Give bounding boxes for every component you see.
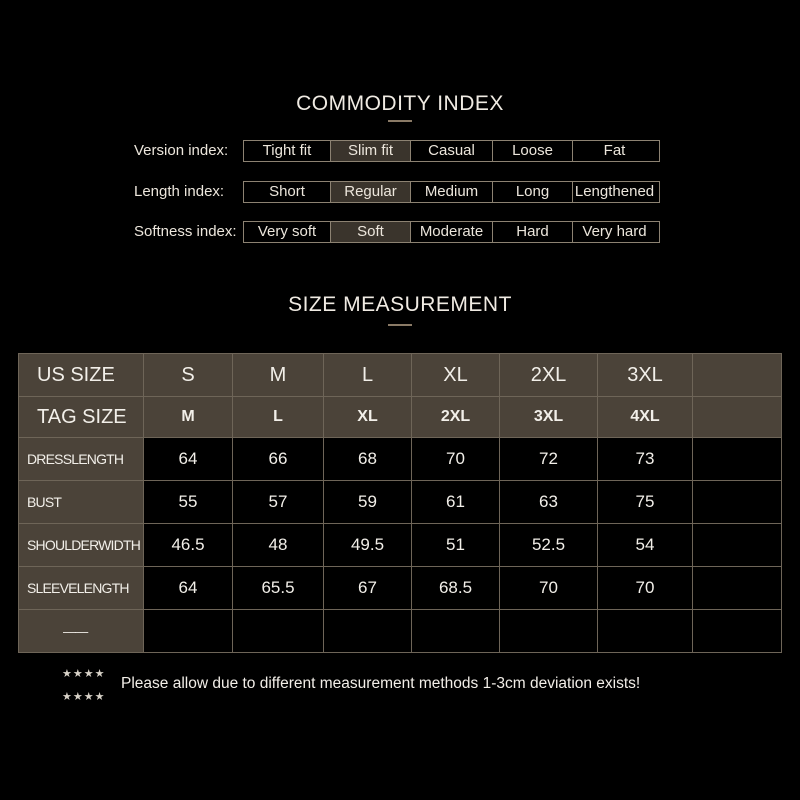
row-label-bust: BUST	[19, 481, 144, 524]
table-cell	[693, 481, 782, 524]
tag-size-label: TAG SIZE	[19, 397, 144, 438]
index-option: Very hard	[572, 222, 656, 242]
index-option-selected: Soft	[330, 222, 410, 242]
table-cell: 61	[412, 481, 500, 524]
table-cell: 64	[144, 438, 233, 481]
table-cell: 54	[598, 524, 693, 567]
index-option: Very soft	[257, 223, 317, 240]
us-size-row	[19, 354, 782, 397]
table-cell: 70	[500, 567, 598, 610]
softness-index-row	[0, 221, 800, 243]
table-cell: XL	[412, 354, 500, 397]
title-divider	[388, 324, 412, 326]
table-cell: 49.5	[324, 524, 412, 567]
table-cell	[693, 567, 782, 610]
length-index-options	[243, 181, 660, 203]
table-cell: 2XL	[500, 354, 598, 397]
table-cell: 65.5	[233, 567, 324, 610]
row-label-shoulder-width: SHOULDERWIDTH	[19, 524, 144, 567]
star-icon: ★★★★	[62, 691, 106, 703]
table-cell: 3XL	[500, 397, 598, 438]
size-table	[18, 353, 782, 653]
index-option: Loose	[492, 141, 572, 161]
table-cell: 70	[598, 567, 693, 610]
table-cell	[693, 524, 782, 567]
size-measurement-title: SIZE MEASUREMENT	[288, 293, 512, 316]
table-cell: L	[324, 354, 412, 397]
row-label-empty: ——	[19, 610, 144, 653]
softness-index-label: Softness index:	[134, 223, 237, 240]
tag-size-row	[19, 397, 782, 438]
length-index-label: Length index:	[134, 183, 225, 200]
table-cell: XL	[324, 397, 412, 438]
version-index-row	[0, 140, 800, 162]
table-row	[19, 524, 782, 567]
table-cell: 63	[500, 481, 598, 524]
table-cell: 64	[144, 567, 233, 610]
index-option: Long	[492, 182, 572, 202]
table-cell: 55	[144, 481, 233, 524]
table-cell: 57	[233, 481, 324, 524]
index-option: Short	[269, 183, 305, 200]
softness-index-options	[243, 221, 660, 243]
us-size-label: US SIZE	[19, 354, 144, 397]
table-cell: 59	[324, 481, 412, 524]
table-cell: 52.5	[500, 524, 598, 567]
version-index-options	[243, 140, 660, 162]
table-cell: S	[144, 354, 233, 397]
table-cell	[693, 438, 782, 481]
index-option-selected: Regular	[330, 182, 410, 202]
table-cell: M	[144, 397, 233, 438]
table-cell: L	[233, 397, 324, 438]
index-option: Hard	[492, 222, 572, 242]
table-cell	[693, 610, 782, 653]
table-row	[19, 567, 782, 610]
table-row	[19, 610, 782, 653]
length-index-row	[0, 181, 800, 203]
table-cell: 48	[233, 524, 324, 567]
title-divider	[388, 120, 412, 122]
index-option: Lengthened	[572, 182, 656, 202]
table-cell	[693, 354, 782, 397]
table-cell: 68	[324, 438, 412, 481]
table-cell	[324, 610, 412, 653]
table-cell: 4XL	[598, 397, 693, 438]
table-cell: 3XL	[598, 354, 693, 397]
table-cell	[233, 610, 324, 653]
table-cell: 66	[233, 438, 324, 481]
commodity-index-title: COMMODITY INDEX	[296, 92, 504, 115]
table-cell	[693, 397, 782, 438]
table-cell	[144, 610, 233, 653]
table-cell: M	[233, 354, 324, 397]
index-option: Moderate	[410, 222, 492, 242]
table-row	[19, 438, 782, 481]
row-label-dress-length: DRESSLENGTH	[19, 438, 144, 481]
index-option: Tight fit	[262, 142, 312, 159]
table-row	[19, 481, 782, 524]
index-option: Casual	[410, 141, 492, 161]
table-cell: 73	[598, 438, 693, 481]
measurement-note: Please allow due to different measurement methods 1-3cm deviation exists!	[121, 675, 641, 692]
table-cell: 70	[412, 438, 500, 481]
index-option: Fat	[572, 141, 656, 161]
star-icon: ★★★★	[62, 668, 106, 680]
table-cell	[412, 610, 500, 653]
table-cell: 75	[598, 481, 693, 524]
table-cell: 68.5	[412, 567, 500, 610]
index-option: Medium	[410, 182, 492, 202]
table-cell: 2XL	[412, 397, 500, 438]
index-option-selected: Slim fit	[330, 141, 410, 161]
table-cell: 51	[412, 524, 500, 567]
table-cell: 67	[324, 567, 412, 610]
version-index-label: Version index:	[134, 142, 229, 159]
table-cell: 72	[500, 438, 598, 481]
table-cell: 46.5	[144, 524, 233, 567]
table-cell	[500, 610, 598, 653]
table-cell	[598, 610, 693, 653]
row-label-sleeve-length: SLEEVELENGTH	[19, 567, 144, 610]
